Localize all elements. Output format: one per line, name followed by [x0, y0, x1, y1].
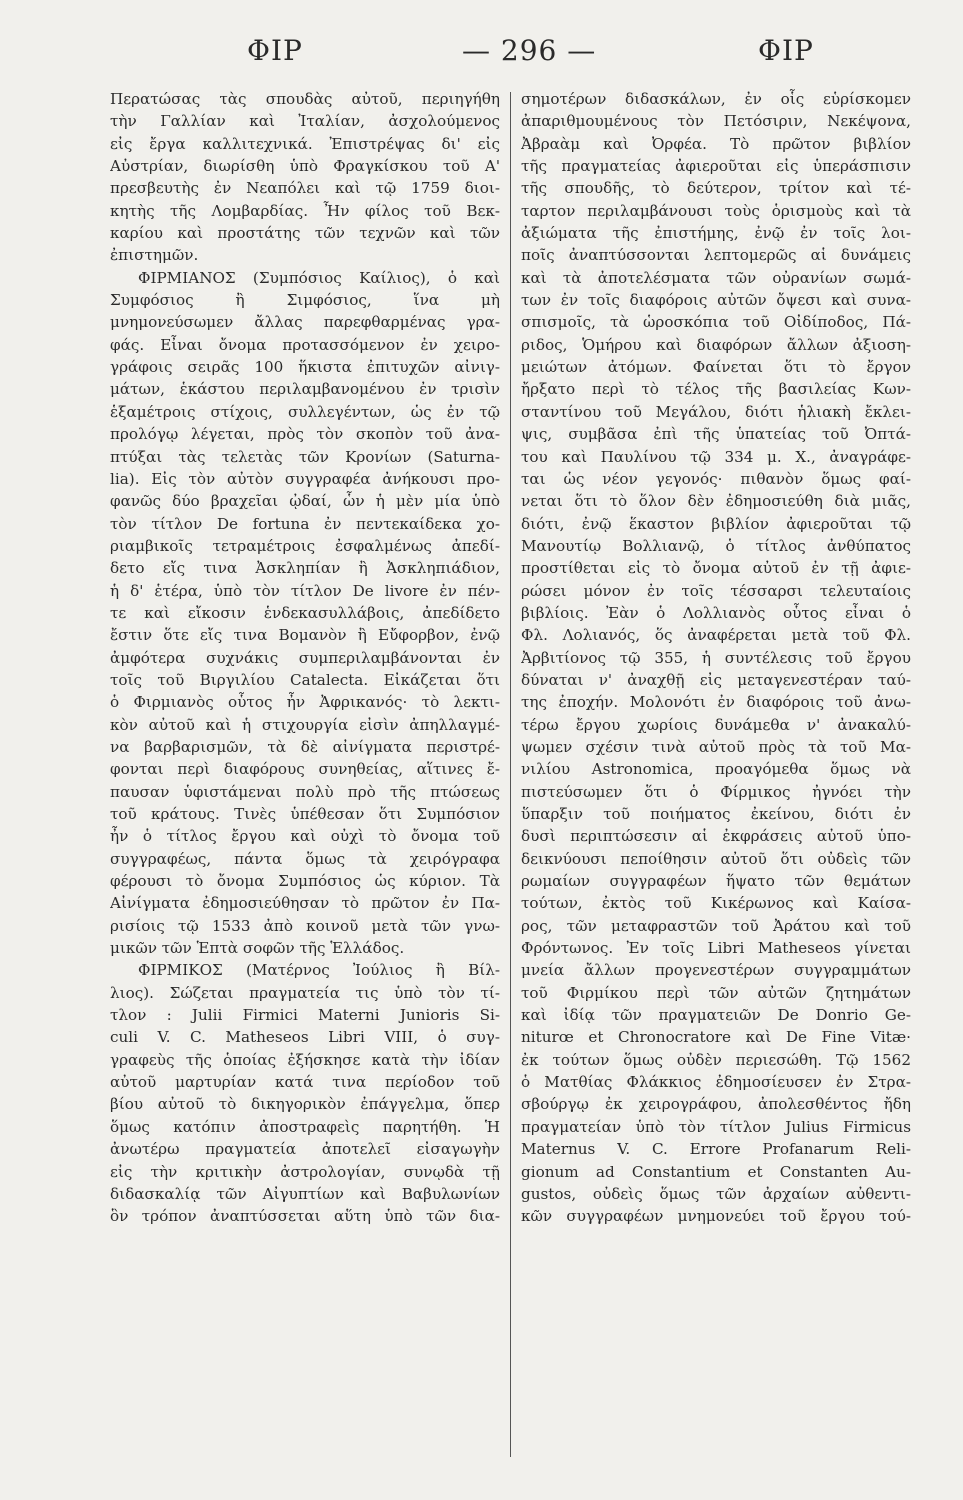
- left-column-line: τοῖς τοῦ Βιργιλίου Catalecta. Εἰκάζεται ὅτι: [110, 670, 500, 689]
- left-column-line: ἔστιν ὅτε εἴς τινα Βομανὸν ἢ Εὔφορβον, ἐνῷ: [110, 626, 500, 645]
- left-column-line: παυσαν ὑφιστάμεναι πολὺ πρὸ τῆς πτώσεως: [110, 782, 500, 801]
- right-column-line: τέρω ἔργου χωρίοις δυνάμεθα ν' ἀνακαλύ-: [521, 715, 911, 734]
- left-column-line: τὸν τίτλον De fortuna ἐν πεντεκαίδεκα χο-: [110, 514, 500, 533]
- left-column-line: ὅμως κατόπιν ἀποστραφεὶς παρητήθη. Ἡ: [110, 1117, 500, 1136]
- left-column-line: μικῶν τῶν Ἑπτὰ σοφῶν τῆς Ἑλλάδος.: [110, 939, 405, 958]
- left-column-line: μάτων, ἑκάστου περιλαμβανομένου ἐν τρισὶν: [110, 380, 500, 399]
- left-column-line: ΦΙΡΜΙΑΝΟΣ (Συμπόσιος Καίλιος), ὁ καὶ: [138, 268, 500, 287]
- left-column-line: φέρουσι τὸ ὄνομα Συμπόσιος ὡς κύριον. Τὰ: [110, 872, 500, 891]
- column-divider: [510, 92, 511, 1457]
- right-column-line: κῶν συγγραφέων μνημονεύει τοῦ ἔργου τού-: [521, 1207, 911, 1226]
- left-column-line: φονται περὶ διαφόρους συνηθείας, αἵτινες ἔ-: [110, 760, 500, 779]
- right-column-line: δυσὶ περιπτώσεσιν αἱ ἐκφράσεις αὐτοῦ ὑπο-: [521, 827, 911, 846]
- left-column-line: lia). Εἰς τὸν αὐτὸν συγγραφέα ἀνήκουσι προ-: [110, 469, 500, 488]
- right-column-line: niturœ et Chronocratore καὶ De Fine Vitæ·: [521, 1028, 911, 1047]
- right-column-line: σημοτέρων διδασκάλων, ἐν οἷς εὑρίσκομεν: [521, 90, 911, 108]
- right-column-line: Φρόντωνος. Ἐν τοῖς Libri Matheseos γίνεται: [521, 939, 911, 958]
- right-column-line: νιλίου Astronomica, προαγόμεθα ὅμως νὰ: [521, 760, 911, 779]
- left-column-line: ἡ δ' ἑτέρα, ὑπὸ τὸν τίτλον De livore ἐν πέν-: [110, 581, 500, 600]
- left-column-line: λιος). Σώζεται πραγματεία τις ὑπὸ τὸν τί-: [110, 983, 500, 1002]
- left-column: [110, 88, 500, 1228]
- right-column-line: δεικνύουσι πεποίθησιν αὐτοῦ ὅτι οὐδεὶς τῶν: [521, 849, 911, 868]
- right-column-line: μειώτων ἀτόμων. Φαίνεται ὅτι τὸ ἔργον: [521, 358, 911, 377]
- left-column-line: συγγραφέως, πάντα ὅμως τὰ χειρόγραφα: [110, 849, 500, 868]
- left-column-line: Αἰνίγματα ἐδημοσιεύθησαν τὸ πρῶτον ἐν Πα-: [110, 894, 500, 913]
- right-column-line: βιβλίοις. Ἐὰν ὁ Λολλιανὸς οὗτος εἶναι ὁ: [521, 603, 911, 622]
- left-column-line: μνημονεύσωμεν ἄλλας παρεφθαρμένας γρα-: [110, 313, 500, 332]
- right-column-line: καὶ ἰδίᾳ τῶν πραγματειῶν De Donrio Ge-: [521, 1006, 911, 1025]
- right-column-line: προστίθεται εἰς τὸ ὄνομα αὐτοῦ ἐν τῇ ἀφιε-: [521, 559, 911, 578]
- left-column-line: τοῦ κράτους. Τινὲς ὑπέθεσαν ὅτι Συμπόσιον: [110, 805, 500, 823]
- right-column-line: πιστεύσωμεν ὅτι ὁ Φίρμικος ἠγνόει τὴν: [521, 782, 911, 801]
- header-left-keyword: ΦΙΡ: [247, 34, 303, 67]
- right-column-line: μνεία ἄλλων προγενεστέρων συγγραμμάτων: [521, 961, 911, 980]
- right-column-line: της ἐποχήν. Μολονότι ἐν διαφόροις τοῦ ἀνω-: [521, 693, 911, 712]
- left-column-line: ὃν τρόπον ἀναπτύσσεται αὕτη ὑπὸ τῶν δια-: [110, 1207, 500, 1226]
- left-column-line: κητὴς τῆς Λομβαρδίας. Ἦν φίλος τοῦ Βεκ-: [110, 201, 500, 220]
- right-column-line: ἀπαριθμουμένους τὸν Πετόσιριν, Νεκέψονα,: [521, 112, 911, 131]
- right-column-line: Φλ. Λολιανός, ὅς ἀναφέρεται μετὰ τοῦ Φλ.: [521, 626, 911, 645]
- right-column-line: ψις, συμβᾶσα ἐπὶ τῆς ὑπατείας τοῦ Ὀπτά-: [521, 425, 911, 444]
- right-column-line: σπισμοῖς, τὰ ὡροσκόπια τοῦ Οἰδίποδος, Πά-: [521, 313, 911, 332]
- right-column-line: ψωμεν σχέσιν τινὰ αὐτοῦ πρὸς τὰ τοῦ Μα-: [521, 737, 911, 756]
- left-column-line: ρισίοις τῷ 1533 ἀπὸ κοινοῦ μετὰ τῶν γνω-: [110, 916, 500, 935]
- left-column-line: culi V. C. Matheseos Libri VIII, ὁ συγ-: [110, 1028, 500, 1047]
- left-column-line: γραφεὺς τῆς ὁποίας ἐξήσκησε κατὰ τὴν ἰδίαν: [110, 1050, 500, 1069]
- right-column-line: ται ὡς νέον γεγονός· πιθανὸν ὅμως φαί-: [521, 469, 911, 488]
- left-column-line: να βαρβαρισμῶν, τὰ δὲ αἰνίγματα περιστρέ-: [110, 737, 500, 756]
- right-column-line: καὶ τὰ ἀποτελέσματα τῶν οὐρανίων σωμά-: [521, 268, 911, 287]
- right-column-line: τούτων, ἐκτὸς τοῦ Κικέρωνος καὶ Καίσα-: [521, 894, 911, 913]
- right-column-line: ριδος, Ὁμήρου καὶ διαφόρων ἄλλων ἀξιοση-: [521, 335, 911, 354]
- right-column-line: του καὶ Παυλίνου τῷ 334 μ. Χ., ἀναγράφε-: [521, 447, 911, 466]
- right-column-line: ἀξιώματα τῆς ἐπιστήμης, ἐνῷ ἐν τοῖς λοι-: [521, 224, 911, 243]
- right-column-line: τῆς πραγματείας ἀφιεροῦται εἰς ὑπεράσπισιν: [521, 157, 911, 176]
- running-header: [0, 34, 963, 74]
- left-column-line: ἐπιστημῶν.: [110, 246, 199, 265]
- right-column-line: ρωμαίων συγγραφέων ἥψατο τῶν θεμάτων: [521, 872, 911, 891]
- right-column-line: τῆς σπουδῆς, τὸ δεύτερον, τρίτον καὶ τέ-: [521, 179, 911, 198]
- left-column-line: φανῶς δύο βραχεῖαι ᾠδαί, ὧν ἡ μὲν μία ὑπὸ: [110, 492, 500, 511]
- right-column-line: ρος, τῶν μεταφραστῶν τοῦ Ἀράτου καὶ τοῦ: [521, 916, 911, 935]
- left-column-line: αὐτοῦ μαρτυρίαν κατά τινα περίοδον τοῦ: [110, 1073, 500, 1092]
- left-column-line: πτύξαι τὰς τελετὰς τῶν Κρονίων (Saturna-: [110, 447, 500, 466]
- right-column-line: ταρτον περιλαμβάνουσι τοὺς ὁρισμοὺς καὶ τὰ: [521, 201, 911, 220]
- right-column-line: Maternus V. C. Errore Profanarum Reli-: [521, 1140, 911, 1159]
- left-column-line: διδασκαλίᾳ τῶν Αἰγυπτίων καὶ Βαβυλωνίων: [110, 1184, 500, 1203]
- right-column-line: των ἐν τοῖς διαφόροις αὐτῶν ὄψεσι καὶ συνα-: [521, 291, 911, 310]
- left-column-line: κὸν αὐτοῦ καὶ ἡ στιχουργία εἰσὶν ἀπηλλαγμέ-: [110, 715, 500, 734]
- right-column-line: ποῖς ἀναπτύσσονται λεπτομερῶς αἱ δυνάμεις: [521, 246, 911, 265]
- left-column-line: ριαμβικοῖς τετραμέτροις ἐσφαλμένως ἀπεδί-: [110, 536, 500, 555]
- left-column-line: Αὐστρίαν, διωρίσθη ὑπὸ Φραγκίσκου τοῦ Α': [110, 157, 500, 176]
- left-column-line: Συμφόσιος ἢ Σιμφόσιος, ἵνα μὴ: [110, 291, 500, 310]
- right-column-line: Ἀρβιτίονος τῷ 355, ἡ συντέλεσις τοῦ ἔργου: [521, 648, 911, 667]
- left-column-line: τλον : Julii Firmici Materni Junioris Si-: [110, 1006, 500, 1025]
- left-column-line: ΦΙΡΜΙΚΟΣ (Ματέρνος Ἰούλιος ἢ Βίλ-: [138, 961, 500, 980]
- left-column-line: ἀνωτέρω πραγματεία ἀποτελεῖ εἰσαγωγὴν: [110, 1140, 500, 1159]
- left-column-line: καρίου καὶ προστάτης τῶν τεχνῶν καὶ τῶν: [110, 224, 500, 243]
- left-column-line: εἰς ἔργα καλλιτεχνικά. Ἐπιστρέψας δι' εἰς: [110, 134, 500, 153]
- right-column-line: ἐκ τούτων ὅμως οὐδὲν περιεσώθη. Τῷ 1562: [521, 1050, 911, 1069]
- right-column-line: gustos, οὐδεὶς ὅμως τῶν ἀρχαίων αὐθεντι-: [521, 1184, 911, 1203]
- right-column-line: Ἀβραὰμ καὶ Ὀρφέα. Τὸ πρῶτον βιβλίον: [521, 134, 911, 153]
- right-column-line: σβούργῳ ἐκ χειρογράφου, ἀπολεσθέντος ἤδη: [521, 1095, 911, 1114]
- right-column-line: διότι, ἐνῷ ἕκαστον βιβλίον ἀφιεροῦται τῷ: [521, 514, 911, 533]
- left-column-line: τὴν Γαλλίαν καὶ Ἰταλίαν, ἀσχολούμενος: [110, 112, 500, 131]
- right-column-line: ὁ Ματθίας Φλάκκιος ἐδημοσίευσεν ἐν Στρα-: [521, 1073, 911, 1092]
- left-column-line: πρεσβευτὴς ἐν Νεαπόλει καὶ τῷ 1759 διοι-: [110, 179, 500, 198]
- left-column-line: ἦν ὁ τίτλος ἔργου καὶ οὐχὶ τὸ ὄνομα τοῦ: [110, 827, 500, 846]
- right-column-line: ρώσει μόνον ἐν τοῖς τέσσαρσι τελευταίοις: [521, 581, 911, 600]
- right-column-line: Μανουτίῳ Βολλιανῷ, ὁ τίτλος ἀνθύπατος: [521, 536, 911, 555]
- left-column-line: ἀμφότερα συχνάκις συμπεριλαμβάνονται ἐν: [110, 648, 500, 667]
- page-number: — 296 —: [462, 34, 597, 67]
- left-column-line: δετο εἴς τινα Ἀσκληπίαν ἢ Ἀσκληπιάδιον,: [110, 559, 500, 578]
- left-column-line: ἑξαμέτροις στίχοις, συλλεγέντων, ὡς ἐν τῷ: [110, 402, 500, 421]
- right-column-line: ὕπαρξιν τοῦ ποιήματος ἐκείνου, διότι ἐν: [521, 805, 911, 823]
- left-column-line: προλόγῳ λέγεται, πρὸς τὸν σκοπὸν τοῦ ἀνα-: [110, 425, 500, 444]
- left-column-line: ὁ Φιρμιανὸς οὗτος ἦν Ἀφρικανός· τὸ λεκτι-: [110, 693, 500, 712]
- left-column-line: Περατώσας τὰς σπουδὰς αὐτοῦ, περιηγήθη: [110, 90, 500, 108]
- right-column-line: gionum ad Constantium et Constanten Au-: [521, 1162, 911, 1181]
- header-right-keyword: ΦΙΡ: [758, 34, 814, 67]
- left-column-line: γράφοις σειρᾶς 100 ἥκιστα ἐπιτυχῶν αἰνιγ-: [110, 358, 500, 377]
- right-column-line: νεται ὅτι τὸ ὅλον δὲν ἐδημοσιεύθη διὰ μιᾶς,: [521, 492, 911, 511]
- left-column-line: βίου αὐτοῦ τὸ δικηγορικὸν ἐπάγγελμα, ὅπερ: [110, 1095, 500, 1114]
- right-column-line: σταντίνου τοῦ Μεγάλου, διότι ἡλιακὴ ἔκλει-: [521, 402, 911, 421]
- right-column-line: πραγματείαν ὑπὸ τὸν τίτλον Julius Firmicus: [521, 1117, 911, 1136]
- right-column-line: τοῦ Φιρμίκου περὶ τῶν αὐτῶν ζητημάτων: [521, 983, 911, 1002]
- right-column-line: ἤρξατο περὶ τὸ τέλος τῆς βασιλείας Κων-: [521, 380, 911, 399]
- right-column: [521, 88, 911, 1228]
- left-column-line: εἰς τὴν κριτικὴν ἀστρολογίαν, συνῳδὰ τῇ: [110, 1162, 500, 1181]
- right-column-line: δύναται ν' ἀναχθῇ εἰς μεταγενεστέραν ταύ-: [521, 670, 911, 689]
- left-column-line: τε καὶ εἴκοσιν ἑνδεκασυλλάβοις, ἀπεδίδετο: [110, 603, 500, 622]
- left-column-line: φάς. Εἶναι ὄνομα προτασσόμενον ἐν χειρο-: [110, 335, 500, 354]
